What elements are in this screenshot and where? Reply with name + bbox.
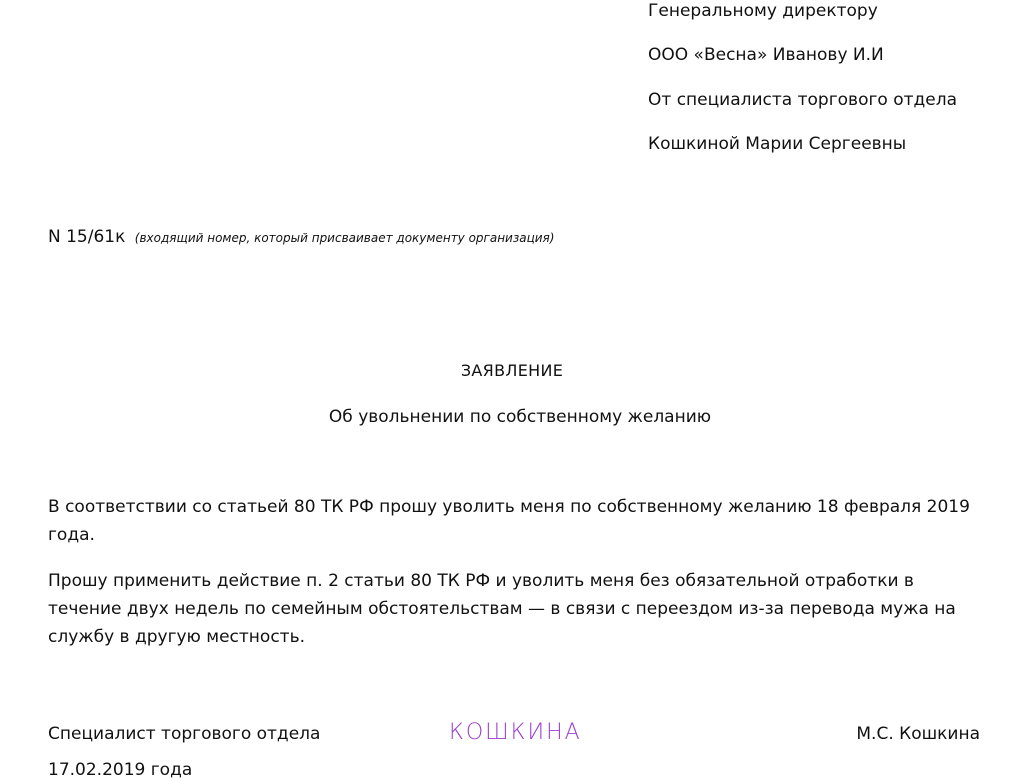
sender-position: От специалиста торгового отдела [648, 90, 958, 110]
sender-name: Кошкиной Марии Сергеевны [648, 134, 907, 154]
signer-name: М.С. Кошкина [856, 724, 980, 744]
addressee-company: ООО «Весна» Иванову И.И [648, 45, 884, 65]
registration-number-line [48, 226, 554, 249]
registration-note: (входящий номер, который присваивает документу организация) [134, 231, 555, 245]
signer-position: Специалист торгового отдела [48, 724, 321, 744]
body-paragraph-2: Прошу применить действие п. 2 статьи 80 ТК РФ и уволить меня без обязательной отработки в течение двух недель по семейным обстоятельствам — в связи с переездом из-за перевода мужа на службу в другую местность. [48, 571, 956, 647]
registration-number: N 15/61к [48, 227, 126, 247]
document-title: ЗАЯВЛЕНИЕ [460, 361, 564, 380]
document-subtitle: Об увольнении по собственному желанию [328, 407, 712, 427]
body-paragraph-1: В соответствии со статьей 80 ТК РФ прошу уволить меня по собственному желанию 18 февраля 2019 года. [48, 497, 970, 545]
addressee-title: Генеральному директору [648, 1, 878, 21]
handwritten-signature: КОШКИНА [449, 720, 582, 745]
signature-date: 17.02.2019 года [48, 760, 193, 780]
